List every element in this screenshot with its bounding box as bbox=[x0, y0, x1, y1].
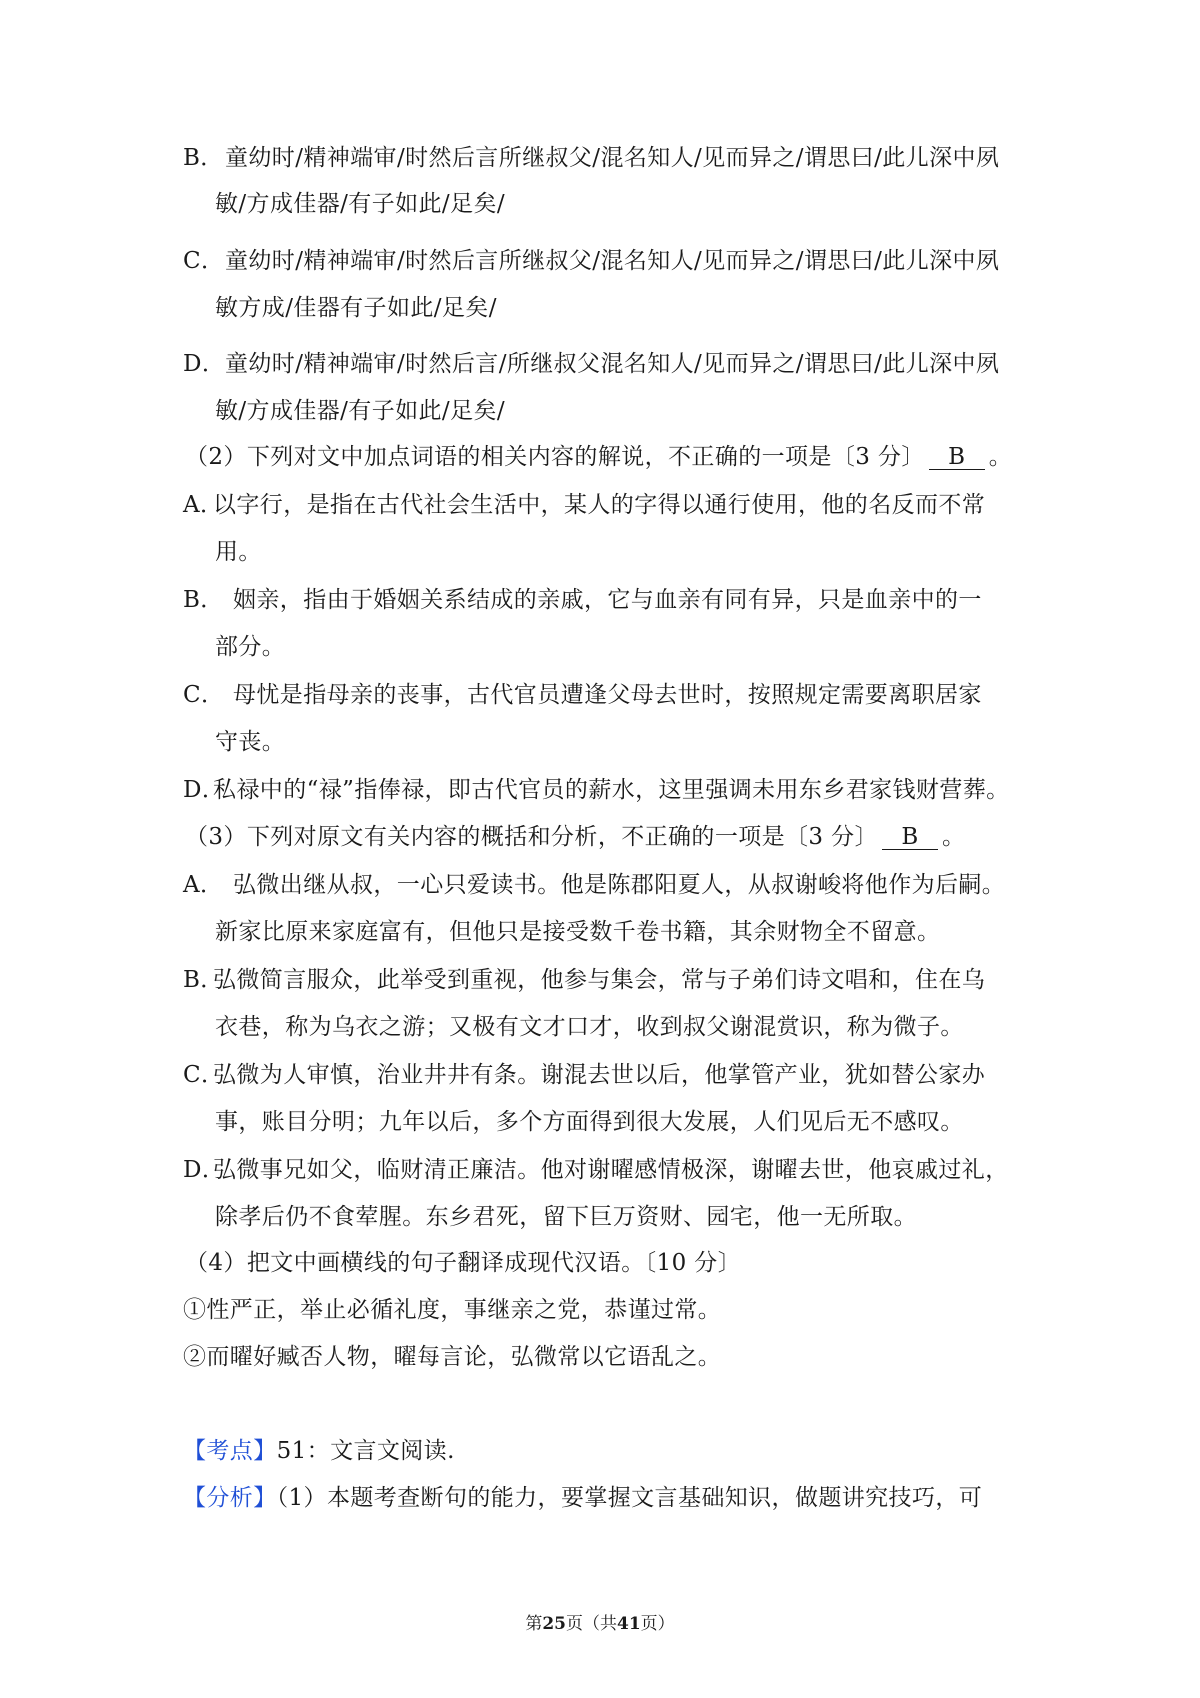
stem-end: 。 bbox=[988, 444, 1013, 470]
option-label: A． bbox=[183, 872, 224, 898]
option-label: D． bbox=[183, 1157, 226, 1183]
q2-option-c-line1 bbox=[183, 680, 982, 710]
q4-sentence-1: ①性严正，举止必循礼度，事继亲之党，恭谨过常。 bbox=[183, 1297, 722, 1323]
footer-page-number: 25 bbox=[542, 1614, 566, 1634]
option-label: C． bbox=[183, 682, 225, 708]
q3-option-c-line1 bbox=[183, 1060, 985, 1090]
option-text: 弘微简言服众，此举受到重视，他参与集会，常与子弟们诗文唱和，住在乌 bbox=[213, 967, 986, 993]
page-footer bbox=[0, 1613, 1200, 1635]
q2-option-a-line2: 用。 bbox=[215, 539, 262, 565]
option-text: 童幼时/精神端审/时然后言所继叔父/混名知人/见而异之/谓思曰/此儿深中夙 bbox=[225, 145, 1000, 171]
option-text: 弘微为人审慎，治业井井有条。谢混去世以后，他掌管产业，犹如替公家办 bbox=[213, 1062, 986, 1088]
q3-option-d-line1 bbox=[183, 1155, 1009, 1185]
option-label: B． bbox=[183, 967, 224, 993]
option-text: 以字行，是指在古代社会生活中，某人的字得以通行使用，他的名反而不常 bbox=[213, 492, 986, 518]
q2-option-a-line1 bbox=[183, 490, 985, 520]
option-text: 姻亲，指由于婚姻关系结成的亲戚，它与血亲有同有异，只是血亲中的一 bbox=[233, 587, 982, 613]
option-label: D． bbox=[183, 777, 226, 803]
answer-blank: B bbox=[929, 445, 985, 470]
option-text: 童幼时/精神端审/时然后言/所继叔父混名知人/见而异之/谓思曰/此儿深中夙 bbox=[225, 351, 1000, 377]
q2-option-b-line2: 部分。 bbox=[215, 634, 286, 660]
q3-option-c-line2: 事，账目分明；九年以后，多个方面得到很大发展，人们见后无不感叹。 bbox=[215, 1109, 964, 1135]
footer-mid: 页（共 bbox=[566, 1614, 617, 1634]
option-text: 私禄中的“禄”指俸禄，即古代官员的薪水，这里强调未用东乡君家钱财营葬。 bbox=[213, 777, 1010, 803]
option-label: B． bbox=[183, 145, 224, 171]
q2-option-c-line2: 守丧。 bbox=[215, 729, 286, 755]
option-text: 童幼时/精神端审/时然后言所继叔父/混名知人/见而异之/谓思曰/此儿深中夙 bbox=[225, 248, 1000, 274]
q4-sentence-2: ②而曜好臧否人物，曜每言论，弘微常以它语乱之。 bbox=[183, 1344, 722, 1370]
option-label: C． bbox=[183, 248, 225, 274]
footer-pre: 第 bbox=[525, 1614, 543, 1634]
option-label: D． bbox=[183, 351, 226, 377]
option-label: C． bbox=[183, 1062, 225, 1088]
fenxi-text: （1）本题考查断句的能力，要掌握文言基础知识，做题讲究技巧，可 bbox=[276, 1485, 983, 1511]
q3-option-d-line2: 除孝后仍不食荤腥。东乡君死，留下巨万资财、园宅，他一无所取。 bbox=[215, 1204, 917, 1230]
q1-option-d-line1 bbox=[183, 349, 999, 379]
q3-option-a-line2: 新家比原来家庭富有，但他只是接受数千卷书籍，其余财物全不留意。 bbox=[215, 919, 941, 945]
option-text: 弘微出继从叔，一心只爱读书。他是陈郡阳夏人，从叔谢峻将他作为后嗣。 bbox=[233, 872, 1006, 898]
q3-option-b-line1 bbox=[183, 965, 985, 995]
q2-stem bbox=[185, 442, 1012, 472]
option-text: 母忧是指母亲的丧事，古代官员遭逢父母去世时，按照规定需要离职居家 bbox=[233, 682, 982, 708]
kaodian-tag: 【考点】 bbox=[183, 1438, 277, 1464]
q1-option-d-line2: 敏/方成佳器/有子如此/足矣/ bbox=[215, 398, 505, 424]
stem-end: 。 bbox=[941, 824, 966, 850]
q3-option-a-line1 bbox=[183, 870, 1005, 900]
q4-stem: （4）把文中画横线的句子翻译成现代汉语。〔10 分〕 bbox=[185, 1250, 742, 1276]
question-stem: （2）下列对文中加点词语的相关内容的解说，不正确的一项是〔3 分〕 bbox=[185, 444, 925, 470]
footer-post: 页） bbox=[640, 1614, 675, 1634]
q1-option-b-line2: 敏/方成佳器/有子如此/足矣/ bbox=[215, 191, 505, 217]
q1-option-c-line1 bbox=[183, 246, 999, 276]
question-stem: （3）下列对原文有关内容的概括和分析，不正确的一项是〔3 分〕 bbox=[185, 824, 878, 850]
q3-stem bbox=[185, 822, 965, 852]
fenxi-tag: 【分析】 bbox=[183, 1485, 277, 1511]
kaodian-text: 51：文言文阅读. bbox=[276, 1438, 455, 1464]
footer-total-pages: 41 bbox=[617, 1614, 641, 1634]
option-text: 弘微事兄如父，临财清正廉洁。他对谢曜感情极深，谢曜去世，他哀戚过礼， bbox=[213, 1157, 1009, 1183]
q1-option-c-line2: 敏方成/佳器有子如此/足矣/ bbox=[215, 295, 497, 321]
kaodian-line bbox=[183, 1436, 455, 1466]
q2-option-d-line1 bbox=[183, 775, 1010, 805]
answer-blank: B bbox=[882, 825, 938, 850]
q2-option-b-line1 bbox=[183, 585, 982, 615]
option-label: A． bbox=[183, 492, 224, 518]
fenxi-line bbox=[183, 1483, 982, 1513]
q1-option-b-line1 bbox=[183, 143, 999, 173]
option-label: B． bbox=[183, 587, 224, 613]
q3-option-b-line2: 衣巷，称为乌衣之游；又极有文才口才，收到叔父谢混赏识，称为微子。 bbox=[215, 1014, 964, 1040]
